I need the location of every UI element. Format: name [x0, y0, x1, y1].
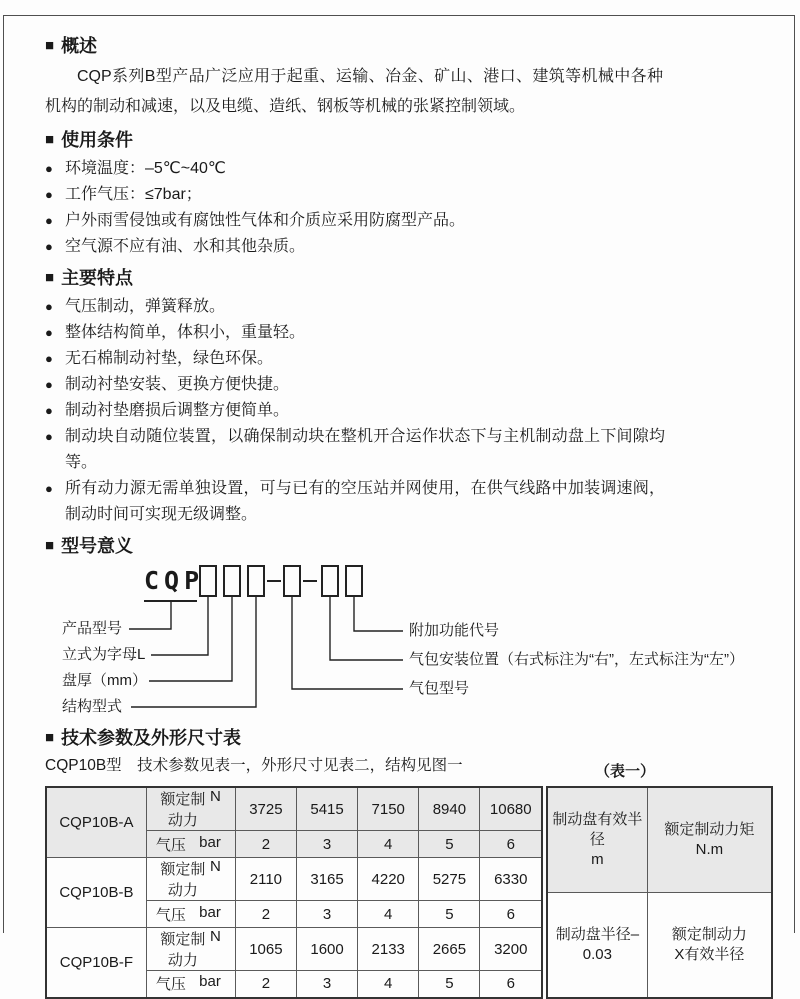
list-item [45, 398, 773, 424]
code-box [284, 566, 300, 596]
list-item [45, 294, 773, 320]
value-cell: 6330 [480, 858, 542, 901]
model-cell: CQP10B-F [46, 928, 146, 998]
bullet-icon: ● [45, 213, 53, 228]
model-code-diagram [45, 562, 773, 720]
features-list [45, 294, 773, 528]
list-item [45, 346, 773, 372]
value-cell: 3 [296, 901, 357, 928]
value-cell: 4 [358, 901, 419, 928]
bullet-icon: ● [45, 187, 53, 202]
list-item [45, 424, 773, 476]
section-heading-specs [45, 726, 773, 750]
list-item [45, 320, 773, 346]
param-label: 额定制动力 [160, 861, 206, 899]
feature-text: 无石棉制动衬垫，绿色环保。 [65, 350, 274, 367]
value-cell: 1600 [296, 928, 357, 971]
spec-tables [45, 786, 773, 999]
table-row [547, 787, 772, 892]
connector-line [151, 596, 208, 655]
feature-text: 整体结构简单，体积小，重量轻。 [65, 324, 306, 341]
value-cell: 6 [480, 831, 542, 858]
specs-subtitle: CQP10B型 技术参数见表一，外形尺寸见表二，结构见图一 [45, 757, 463, 774]
param-label: 气压 [155, 976, 186, 994]
value-cell: 2665 [419, 928, 480, 971]
value-cell: 4220 [358, 858, 419, 901]
header-unit: m [591, 850, 604, 868]
section-heading-features [45, 266, 773, 290]
param-cell [146, 787, 235, 831]
section-title-overview: 概述 [61, 36, 98, 56]
bullet-icon: ● [45, 403, 53, 418]
condition-text: 空气源不应有油、水和其他杂质。 [65, 238, 306, 255]
header-unit: N.m [695, 840, 724, 858]
section-title-model-code: 型号意义 [61, 536, 134, 556]
param-cell [146, 831, 235, 858]
bullet-icon: ● [45, 429, 53, 444]
specs-subtitle-row [45, 754, 773, 778]
bullet-icon: ● [45, 481, 53, 496]
connector-line [149, 596, 232, 681]
param-cell [146, 858, 235, 901]
list-item [45, 234, 773, 260]
diagram-label-extra-function: 附加功能代号 [409, 622, 500, 639]
condition-text: 环境温度：–5℃~40℃ [65, 160, 226, 177]
diagram-label-structure-type: 结构型式 [62, 698, 123, 715]
section-marker-icon: ■ [45, 729, 55, 746]
value-cell: 5 [419, 831, 480, 858]
value-cell: 5415 [296, 787, 357, 831]
value-cell: 2133 [358, 928, 419, 971]
table-row [547, 892, 772, 997]
value-cell: 3165 [296, 858, 357, 901]
condition-text: 户外雨雪侵蚀或有腐蚀性气体和介质应采用防腐型产品。 [65, 212, 466, 229]
overview-paragraph: CQP系列B型产品广泛应用于起重、运输、冶金、矿山、港口、建筑等机械中各种机构的制动和减速，以及电缆、造纸、钢板等机械的张紧控制领域。 [45, 68, 663, 115]
list-item [45, 208, 773, 234]
connector-line [131, 596, 256, 707]
code-box [248, 566, 264, 596]
connector-line [354, 596, 403, 631]
spec-table-left [45, 786, 543, 999]
value-cell: 8940 [419, 787, 480, 831]
list-item [45, 372, 773, 398]
value-cell: 3725 [235, 787, 296, 831]
value-cell: 2110 [235, 858, 296, 901]
model-prefix: CQP [144, 566, 205, 595]
section-marker-icon: ■ [45, 537, 55, 554]
param-cell [146, 928, 235, 971]
diagram-label-airbag-model: 气包型号 [409, 680, 470, 697]
table-row [46, 928, 542, 971]
value-cell: 1065 [235, 928, 296, 971]
param-unit: N [209, 788, 221, 805]
code-box [224, 566, 240, 596]
code-box [322, 566, 338, 596]
connector-line [292, 596, 403, 689]
feature-text: 制动块自动随位装置，以确保制动块在整机开合运作状态下与主机制动盘上下间隙均等。 [65, 428, 665, 471]
model-cell: CQP10B-A [46, 787, 146, 858]
code-box [346, 566, 362, 596]
section-marker-icon: ■ [45, 37, 55, 54]
bullet-icon: ● [45, 161, 53, 176]
value-cell-radius-formula: 制动盘半径–0.03 [547, 892, 647, 997]
diagram-label-product-model: 产品型号 [62, 620, 123, 637]
connector-line [330, 596, 403, 660]
value-cell: 3 [296, 831, 357, 858]
formula-text: 额定制动力 [671, 925, 747, 943]
section-heading-model-code [45, 534, 773, 558]
param-unit: N [209, 858, 221, 875]
param-cell [146, 971, 235, 998]
value-cell: 6 [480, 971, 542, 998]
value-cell: 4 [358, 831, 419, 858]
value-cell: 2 [235, 901, 296, 928]
value-cell: 2 [235, 971, 296, 998]
value-cell: 10680 [480, 787, 542, 831]
value-cell: 5275 [419, 858, 480, 901]
list-item [45, 476, 773, 528]
param-label: 额定制动力 [160, 931, 206, 969]
header-text: 制动盘有效半径 [552, 810, 643, 848]
header-cell-rated-torque [647, 787, 772, 892]
list-item [45, 182, 773, 208]
section-title-features: 主要特点 [61, 268, 134, 288]
value-cell: 5 [419, 971, 480, 998]
value-cell: 3 [296, 971, 357, 998]
param-cell [146, 901, 235, 928]
value-cell: 2 [235, 831, 296, 858]
connector-line [129, 601, 171, 629]
table-row [46, 787, 542, 831]
page-content [45, 28, 773, 999]
spec-table-right [546, 786, 773, 999]
bullet-icon: ● [45, 351, 53, 366]
param-label: 气压 [155, 906, 186, 924]
value-cell: 6 [480, 901, 542, 928]
feature-text: 制动衬垫磨损后调整方便简单。 [65, 402, 290, 419]
section-heading-overview [45, 34, 773, 58]
section-marker-icon: ■ [45, 131, 55, 148]
param-label: 气压 [155, 836, 186, 854]
feature-text: 制动衬垫安装、更换方便快捷。 [65, 376, 290, 393]
header-text: 额定制动力矩 [664, 820, 755, 838]
bullet-icon: ● [45, 377, 53, 392]
table-one-tag: （表一） [594, 763, 655, 780]
list-item [45, 156, 773, 182]
bullet-icon: ● [45, 325, 53, 340]
diagram-label-airbag-position: 气包安装位置（右式标注为“右”，左式标注为“左”） [409, 651, 744, 668]
value-cell: 3200 [480, 928, 542, 971]
value-cell-torque-formula [647, 892, 772, 997]
formula-text: X有效半径 [674, 945, 745, 963]
diagram-label-vertical-type: 立式为字母L [62, 646, 146, 663]
param-unit: bar [199, 973, 221, 991]
condition-text: 工作气压：≤7bar； [65, 186, 202, 203]
param-unit: N [209, 928, 221, 945]
table-row [46, 858, 542, 901]
section-marker-icon: ■ [45, 269, 55, 286]
header-cell-effective-radius [547, 787, 647, 892]
section-heading-conditions [45, 128, 773, 152]
section-title-conditions: 使用条件 [61, 130, 134, 150]
param-unit: bar [199, 903, 221, 921]
feature-text: 气压制动，弹簧释放。 [65, 298, 226, 315]
conditions-list [45, 156, 773, 260]
param-unit: bar [199, 833, 221, 851]
diagram-label-disc-thickness: 盘厚（mm） [62, 672, 147, 689]
value-cell: 5 [419, 901, 480, 928]
section-title-specs: 技术参数及外形尺寸表 [61, 728, 242, 748]
value-cell: 4 [358, 971, 419, 998]
bullet-icon: ● [45, 239, 53, 254]
model-cell: CQP10B-B [46, 858, 146, 928]
value-cell: 7150 [358, 787, 419, 831]
bullet-icon: ● [45, 299, 53, 314]
feature-text: 所有动力源无需单独设置，可与已有的空压站并网使用，在供气线路中加装调速阀，制动时间可实现无级调整。 [65, 480, 665, 523]
param-label: 额定制动力 [160, 791, 206, 829]
